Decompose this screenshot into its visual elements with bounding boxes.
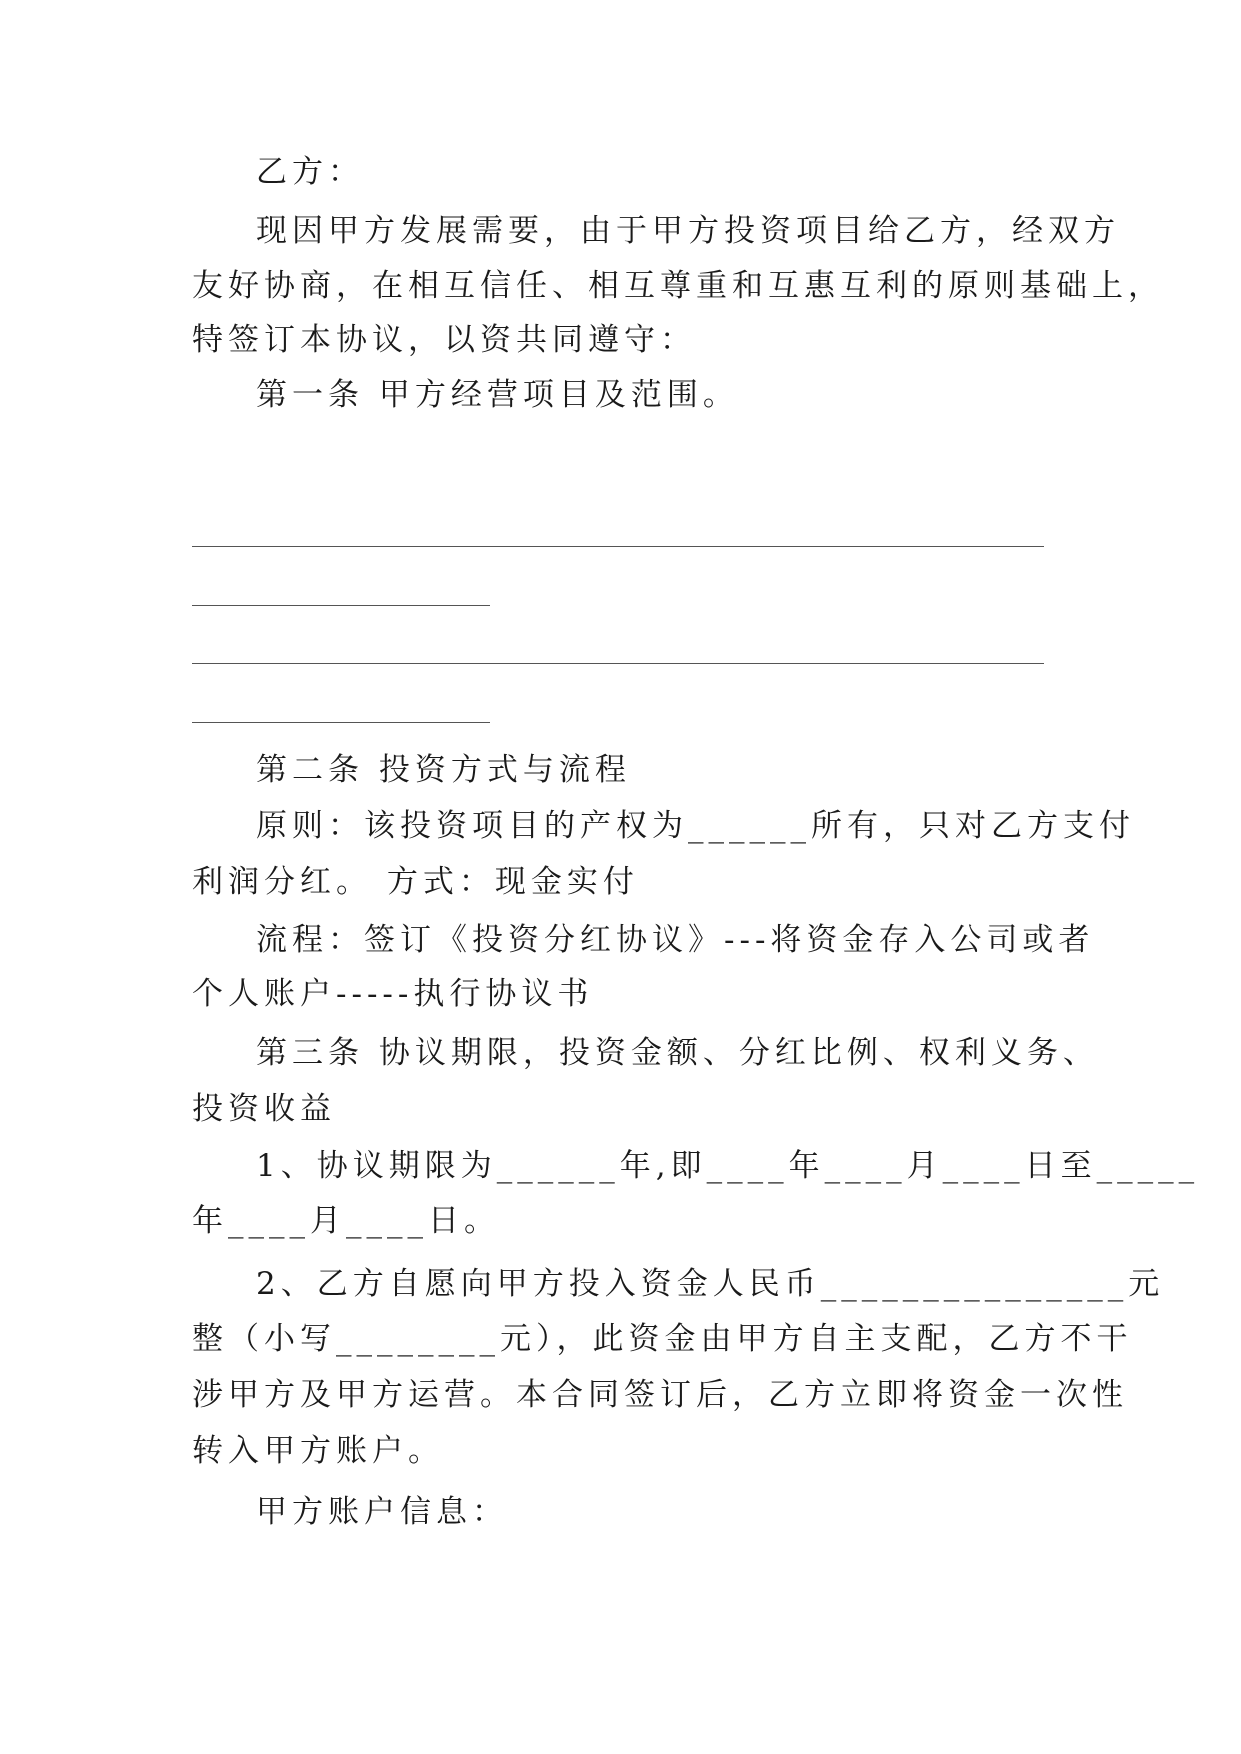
intro-paragraph-line-1: 现因甲方发展需要，由于甲方投资项目给乙方，经双方 xyxy=(256,213,1120,249)
blank-fill-line xyxy=(192,546,1044,547)
term-clause-line-1: 1、协议期限为______年,即____年____月____日至_____ xyxy=(256,1148,1200,1184)
investment-clause-line-1: 2、乙方自愿向甲方投入资金人民币_______________元 xyxy=(256,1266,1165,1302)
article-2-heading: 第二条 投资方式与流程 xyxy=(256,752,631,788)
intro-paragraph-line-2: 友好协商，在相互信任、相互尊重和互惠互利的原则基础上， xyxy=(192,268,1164,304)
investment-clause-line-2: 整（小写________元），此资金由甲方自主支配，乙方不干 xyxy=(192,1321,1133,1357)
intro-paragraph-line-3: 特签订本协议，以资共同遵守： xyxy=(192,322,696,358)
investment-clause-line-3: 涉甲方及甲方运营。本合同签订后，乙方立即将资金一次性 xyxy=(192,1377,1128,1413)
process-line-2: 个人账户-----执行协议书 xyxy=(192,976,594,1012)
process-line-1: 流程：签订《投资分红协议》---将资金存入公司或者 xyxy=(256,922,1095,958)
party-b-label: 乙方： xyxy=(256,154,364,190)
blank-fill-line xyxy=(192,605,490,606)
party-a-account-heading: 甲方账户信息： xyxy=(256,1494,508,1530)
article-3-heading-line-1: 第三条 协议期限，投资金额、分红比例、权利义务、 xyxy=(256,1035,1099,1071)
term-clause-line-2: 年____月____日。 xyxy=(192,1203,500,1239)
article-1-heading: 第一条 甲方经营项目及范围。 xyxy=(256,377,739,413)
principle-line-2: 利润分红。 方式：现金实付 xyxy=(192,864,639,900)
principle-line-1: 原则：该投资项目的产权为______所有，只对乙方支付 xyxy=(256,808,1135,844)
investment-clause-line-4: 转入甲方账户。 xyxy=(192,1433,444,1469)
article-3-heading-line-2: 投资收益 xyxy=(192,1091,336,1127)
blank-fill-line xyxy=(192,722,490,723)
blank-fill-line xyxy=(192,663,1044,664)
